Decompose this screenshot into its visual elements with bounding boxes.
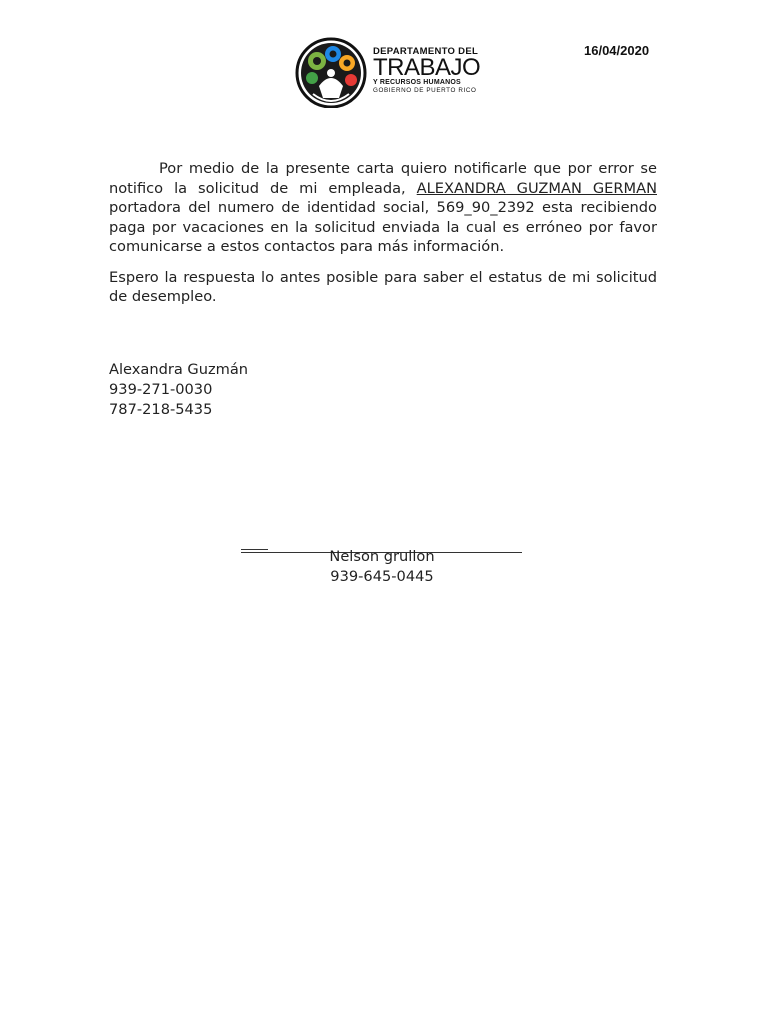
logo-trabajo-label: TRABAJO [373, 54, 481, 81]
contact-block [109, 360, 248, 420]
letter-date: 16/04/2020 [584, 43, 650, 58]
department-emblem-icon [293, 36, 371, 108]
contact-phone-1: 939-271-0030 [109, 381, 213, 398]
logo-wordmark [373, 46, 480, 94]
employee-name: ALEXANDRA GUZMAN GERMAN [416, 179, 657, 197]
contact-name: Alexandra Guzmán [109, 361, 249, 378]
paragraph-2: Espero la respuesta lo antes posible para saber el estatus de mi solicitud de desempleo. [109, 268, 657, 305]
logo-recursos-label: Y RECURSOS HUMANOS [373, 79, 461, 86]
signature-name: Nelson grullon [329, 548, 435, 565]
letter-body [109, 159, 657, 307]
department-logo [293, 36, 481, 108]
logo-department-label: DEPARTAMENTO DEL [373, 46, 479, 57]
paragraph-1-text-b: portadora del numero de identidad social, 569_90_2392 esta recibiendo paga por vacaciones en la solicitud enviada la cual es erróneo por favor comunicarse a estos contactos para más información. [109, 199, 657, 255]
signature-block [240, 547, 524, 587]
signature-phone: 939-645-0445 [330, 568, 434, 585]
paragraph-1-text-a: Por medio de la presente carta quiero notificarle que por error se notifico la solicitud de mi empleada, [109, 160, 657, 197]
contact-phone-2: 787-218-5435 [109, 401, 213, 418]
paragraph-1 [109, 159, 657, 257]
logo-gobierno-label: GOBIERNO DE PUERTO RICO [373, 87, 477, 94]
